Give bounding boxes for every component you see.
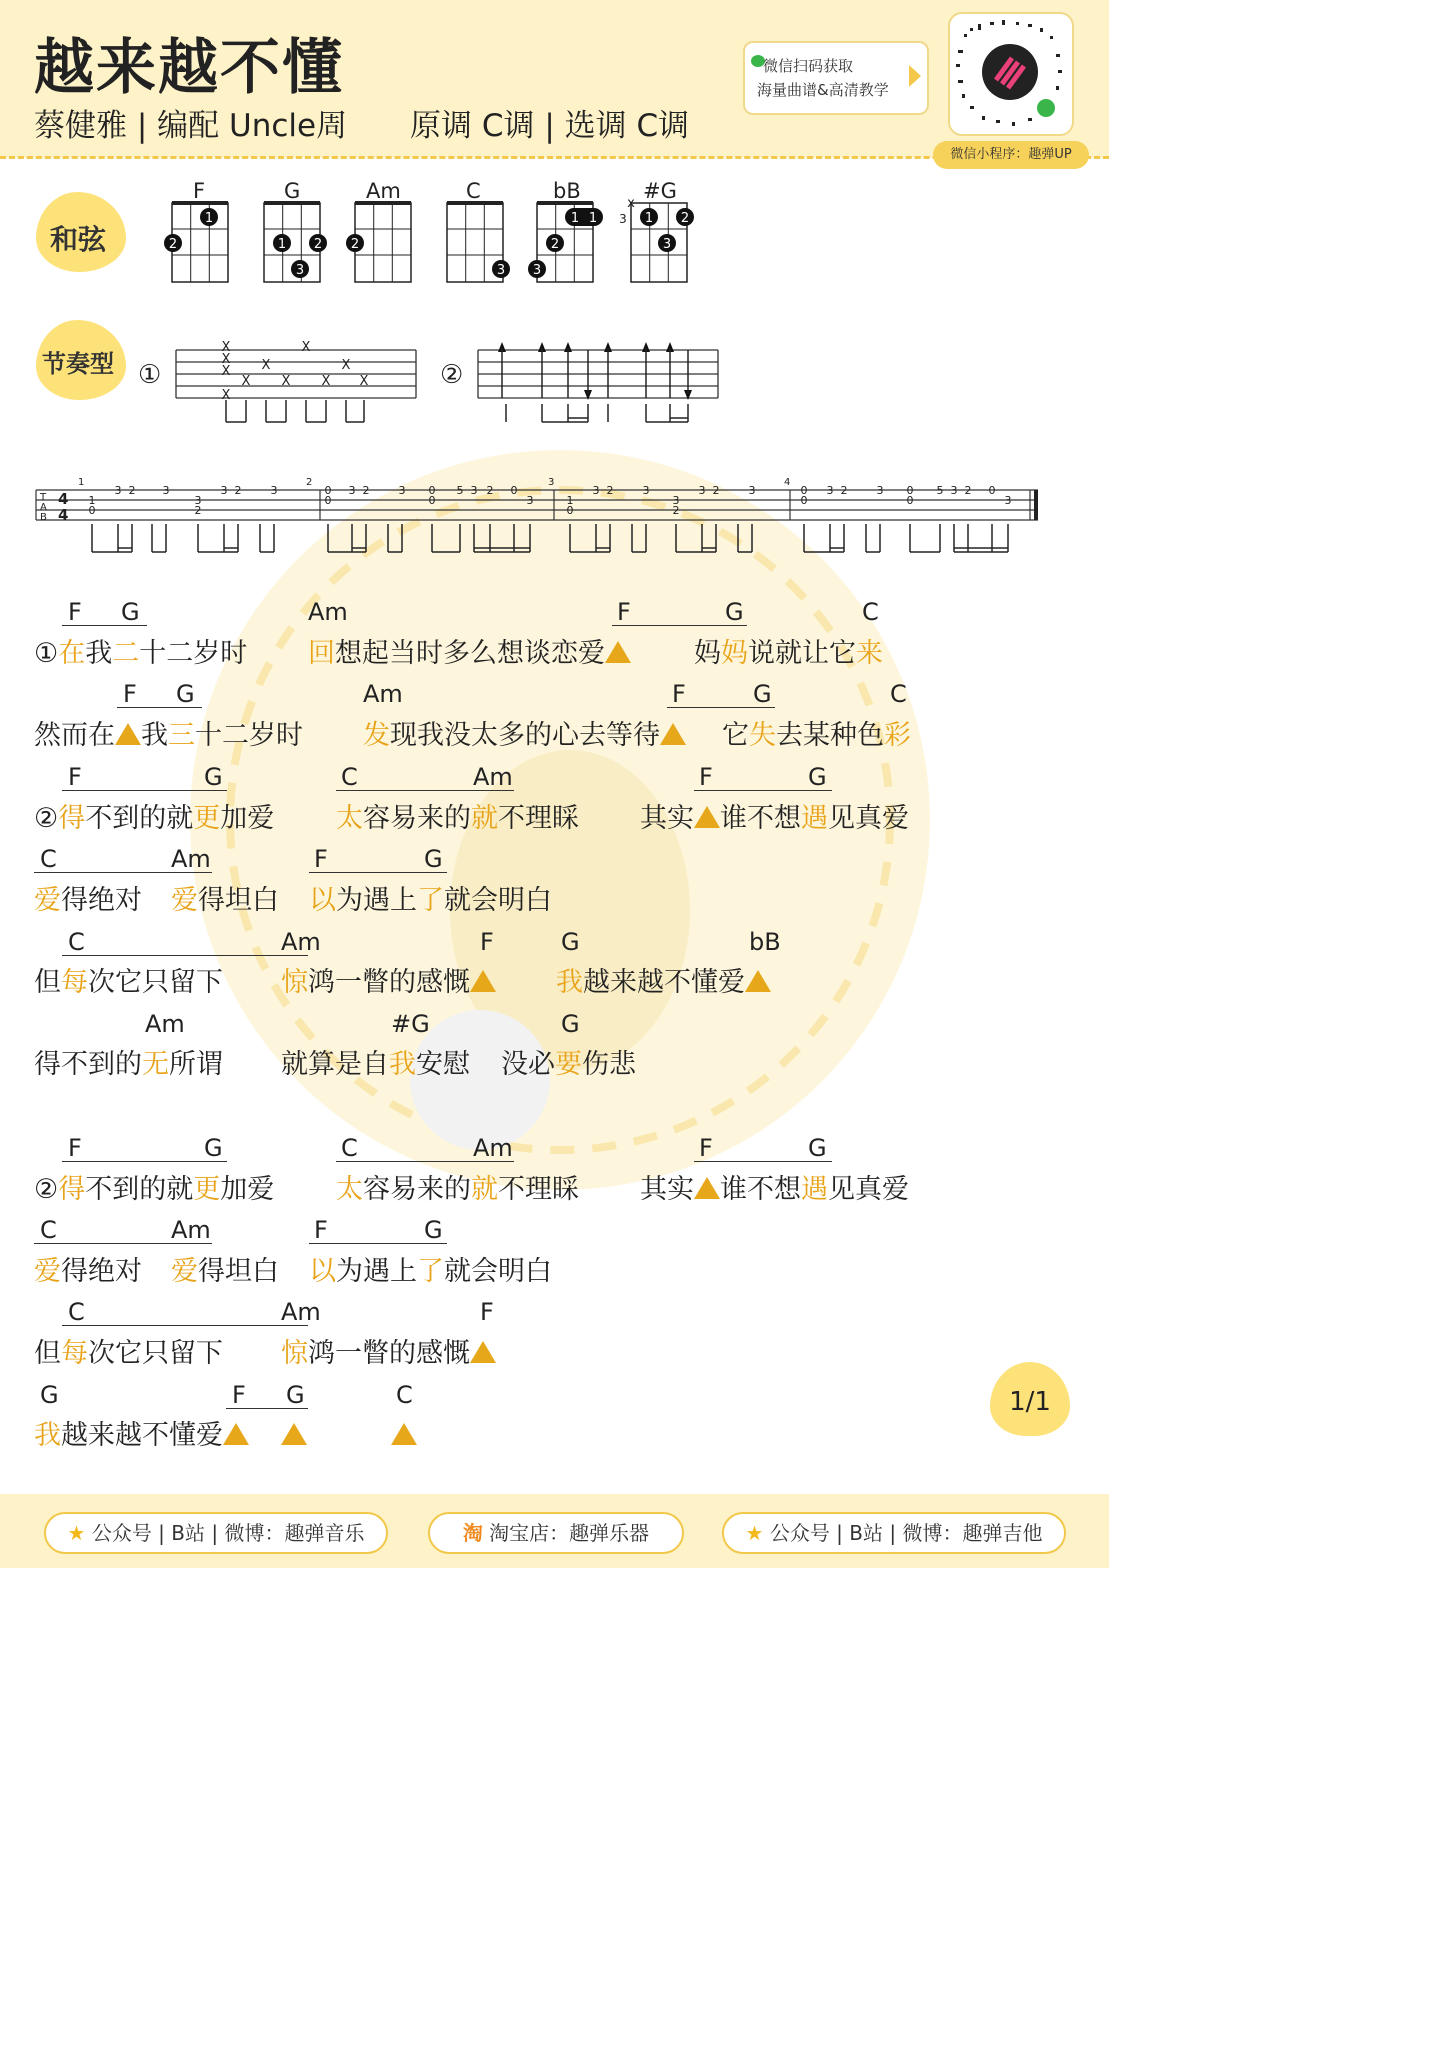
chord-label: F (123, 680, 137, 708)
strum-triangle-icon (694, 1177, 720, 1199)
svg-text:3: 3 (1004, 494, 1012, 507)
svg-text:B: B (40, 512, 47, 523)
svg-text:0: 0 (324, 484, 332, 497)
svg-text:3: 3 (295, 263, 305, 278)
strum-triangle-icon (694, 806, 720, 828)
svg-text:3: 3 (470, 484, 478, 497)
lyric-line: 爱得绝对 (34, 1256, 142, 1287)
chord-label: G (40, 1381, 59, 1409)
lyric-line: 发现我没太多的心去等待 (363, 722, 686, 749)
svg-text:0: 0 (800, 484, 808, 497)
strum-triangle-icon (281, 1423, 307, 1445)
svg-text:3: 3 (398, 484, 406, 497)
lyric-line (281, 1422, 307, 1449)
lyric-line: 以为遇上了就会明白 (309, 885, 552, 916)
chord-label: F (232, 1381, 246, 1409)
svg-text:0: 0 (566, 504, 574, 517)
chord-name: Am (366, 179, 401, 203)
star-icon: ★ (67, 1521, 86, 1545)
svg-text:X: X (321, 374, 331, 389)
svg-text:3: 3 (114, 484, 122, 497)
svg-text:2: 2 (350, 237, 360, 252)
svg-text:3: 3 (496, 263, 506, 278)
chord-label: G (176, 680, 195, 708)
chord-label: G (561, 928, 580, 956)
chord-label: F (617, 598, 631, 626)
svg-text:2: 2 (712, 484, 720, 497)
chord-label: Am (473, 763, 513, 791)
lyric-line: 就算是自我安慰 (281, 1049, 470, 1080)
lyric-line: 我越来越不懂爱 (34, 1422, 249, 1449)
lyric-line: 惊鸿一瞥的感慨 (281, 969, 496, 996)
svg-text:3: 3 (876, 484, 884, 497)
chord-label: G (424, 1216, 443, 1244)
chord-underline (309, 872, 447, 873)
lyric-line: 我越来越不懂爱 (556, 969, 771, 996)
chord-underline (117, 707, 202, 708)
chord-label: F (480, 928, 494, 956)
chord-label: G (725, 598, 744, 626)
strum-triangle-icon (470, 970, 496, 992)
strum-triangle-icon (391, 1423, 417, 1445)
svg-text:3: 3 (619, 212, 627, 226)
svg-text:A: A (40, 502, 47, 513)
svg-text:T: T (40, 492, 47, 503)
svg-text:X: X (301, 340, 311, 355)
svg-text:0: 0 (906, 484, 914, 497)
chord-label: F (314, 1216, 328, 1244)
svg-text:x: x (627, 196, 635, 211)
svg-text:2: 2 (840, 484, 848, 497)
chord-underline (62, 955, 308, 956)
svg-text:0: 0 (88, 504, 96, 517)
chord-label: F (68, 598, 82, 626)
svg-text:3: 3 (548, 477, 555, 488)
footer-taobao-text: 淘宝店：趣弹乐器 (489, 1521, 650, 1545)
chord-name: F (193, 179, 206, 203)
chord-label: G (286, 1381, 305, 1409)
svg-text:0: 0 (324, 494, 332, 507)
lyric-line: 惊鸿一瞥的感慨 (281, 1340, 496, 1367)
chord-label: C (341, 1134, 358, 1162)
strum-triangle-icon (470, 1341, 496, 1363)
svg-text:X: X (221, 340, 231, 355)
chord-underline (62, 625, 147, 626)
lyric-line: ②得不到的就更加爱 (34, 803, 275, 834)
star-icon: ★ (745, 1521, 764, 1545)
lyric-line: 但每次它只留下 (34, 967, 223, 998)
svg-text:2: 2 (234, 484, 242, 497)
svg-text:X: X (221, 364, 231, 379)
chord-underline (309, 1243, 447, 1244)
chord-underline (62, 1325, 308, 1326)
svg-text:3: 3 (162, 484, 170, 497)
lyric-line: 然而在 我三十二岁时 (34, 720, 303, 751)
svg-text:X: X (221, 388, 231, 403)
svg-text:3: 3 (270, 484, 278, 497)
svg-text:1: 1 (566, 494, 574, 507)
chord-label: G (204, 1134, 223, 1162)
strum-triangle-icon (223, 1423, 249, 1445)
svg-text:0: 0 (428, 494, 436, 507)
lyric-line: 它失去某种色彩 (722, 720, 911, 751)
chord-name: C (466, 179, 481, 203)
svg-text:3: 3 (698, 484, 706, 497)
artist-arranger: 蔡健雅 | 编配 Uncle周 (34, 108, 348, 144)
lyric-line: 回想起当时多么想谈恋爱 (308, 640, 631, 667)
chord-label: C (890, 680, 907, 708)
chord-underline (694, 1161, 832, 1162)
chord-underline (62, 790, 227, 791)
svg-text:X: X (341, 358, 351, 373)
svg-text:X: X (261, 358, 271, 373)
chord-label: G (424, 845, 443, 873)
chord-label: G (808, 763, 827, 791)
page-number: 1/1 (990, 1362, 1070, 1436)
svg-text:2: 2 (306, 477, 313, 488)
chord-underline (336, 1161, 514, 1162)
promo-line-2: 海量曲谱&高清教学 (757, 81, 889, 99)
chord-label: F (68, 763, 82, 791)
chord-label: C (40, 1216, 57, 1244)
svg-text:1: 1 (570, 211, 580, 226)
lyric-line: 其实 谁不想遇见真爱 (640, 803, 909, 834)
svg-text:0: 0 (428, 484, 436, 497)
chord-underline (34, 872, 212, 873)
svg-text:2: 2 (672, 504, 680, 517)
svg-text:1: 1 (644, 211, 654, 226)
footer-social-guitar[interactable] (722, 1512, 1066, 1554)
chord-underline (612, 625, 747, 626)
chord-label: F (480, 1298, 494, 1326)
svg-text:3: 3 (348, 484, 356, 497)
svg-text:3: 3 (826, 484, 834, 497)
lyric-line: 爱得坦白 (171, 1256, 279, 1287)
svg-text:1: 1 (277, 237, 287, 252)
chord-label: C (68, 1298, 85, 1326)
svg-text:X: X (359, 374, 369, 389)
svg-text:3: 3 (672, 494, 680, 507)
chord-label: C (396, 1381, 413, 1409)
lyric-line: 太容易来的就不理睬 (336, 803, 579, 834)
svg-text:2: 2 (168, 237, 178, 252)
strum-triangle-icon (660, 723, 686, 745)
time-sig-bottom: 4 (58, 506, 69, 524)
svg-text:X: X (221, 352, 231, 367)
svg-text:3: 3 (526, 494, 534, 507)
chord-label: C (341, 763, 358, 791)
chord-label: G (204, 763, 223, 791)
svg-text:3: 3 (220, 484, 228, 497)
svg-text:0: 0 (510, 484, 518, 497)
footer-social-guitar-text: 公众号 | B站 | 微博：趣弹吉他 (769, 1521, 1043, 1545)
chord-name: bB (553, 179, 581, 203)
lyric-line (391, 1422, 417, 1449)
chord-label: C (862, 598, 879, 626)
lyric-line: 妈妈说就让它来 (694, 638, 883, 669)
chord-label: Am (145, 1010, 185, 1038)
chord-name: G (284, 179, 301, 203)
chord-underline (34, 1243, 212, 1244)
chord-label: Am (281, 1298, 321, 1326)
lyric-line: 太容易来的就不理睬 (336, 1174, 579, 1205)
svg-text:1: 1 (88, 494, 96, 507)
strum-triangle-icon (605, 641, 631, 663)
rhythm-label: 节奏型 (42, 350, 114, 378)
key-info: 原调 C调 | 选调 C调 (410, 108, 690, 144)
svg-text:2: 2 (194, 504, 202, 517)
chord-label: #G (391, 1010, 430, 1038)
svg-text:3: 3 (748, 484, 756, 497)
strum-triangle-icon (115, 723, 141, 745)
chord-label: G (561, 1010, 580, 1038)
lyric-line: 爱得绝对 (34, 885, 142, 916)
chord-underline (226, 1408, 308, 1409)
chord-label: G (121, 598, 140, 626)
chord-label: F (699, 763, 713, 791)
svg-text:0: 0 (988, 484, 996, 497)
chord-label: G (753, 680, 772, 708)
svg-text:5: 5 (936, 484, 944, 497)
song-title: 越来越不懂 (34, 33, 344, 103)
svg-text:3: 3 (194, 494, 202, 507)
chord-underline (62, 1161, 227, 1162)
chord-label: C (40, 845, 57, 873)
mini-program-label: 微信小程序：趣弹UP (933, 141, 1089, 169)
svg-text:1: 1 (588, 211, 598, 226)
taobao-icon: 淘 (462, 1521, 483, 1545)
rhythm-number: ① (138, 360, 162, 390)
lyric-line: 其实 谁不想遇见真爱 (640, 1174, 909, 1205)
lyric-line: ①在我二十二岁时 (34, 638, 248, 669)
svg-text:2: 2 (128, 484, 136, 497)
svg-text:0: 0 (906, 494, 914, 507)
lyric-line: 以为遇上了就会明白 (309, 1256, 552, 1287)
svg-text:3: 3 (950, 484, 958, 497)
chord-label: F (672, 680, 686, 708)
chord-label: bB (749, 928, 781, 956)
chord-underline (336, 790, 514, 791)
svg-text:1: 1 (78, 477, 85, 488)
rhythm-number: ② (440, 360, 464, 390)
svg-text:2: 2 (550, 237, 560, 252)
chord-label: F (699, 1134, 713, 1162)
promo-line-1: 微信扫码获取 (763, 57, 854, 75)
chord-label: F (314, 845, 328, 873)
svg-text:3: 3 (662, 237, 672, 252)
svg-text:2: 2 (680, 211, 690, 226)
time-sig-top: 4 (58, 490, 69, 508)
chord-label: C (68, 928, 85, 956)
chord-underline (667, 707, 775, 708)
lyric-line: 爱得坦白 (171, 885, 279, 916)
chord-label: Am (363, 680, 403, 708)
chords-label: 和弦 (50, 223, 107, 256)
svg-text:4: 4 (784, 477, 791, 488)
svg-text:2: 2 (606, 484, 614, 497)
chord-label: Am (171, 845, 211, 873)
strum-triangle-icon (745, 970, 771, 992)
svg-text:3: 3 (592, 484, 600, 497)
svg-text:2: 2 (313, 237, 323, 252)
chord-label: Am (473, 1134, 513, 1162)
svg-text:2: 2 (486, 484, 494, 497)
svg-text:2: 2 (964, 484, 972, 497)
footer-taobao[interactable] (428, 1512, 684, 1554)
chord-label: F (68, 1134, 82, 1162)
footer-social-music-text: 公众号 | B站 | 微博：趣弹音乐 (91, 1521, 365, 1545)
svg-text:3: 3 (642, 484, 650, 497)
lyric-line: 没必要伤悲 (501, 1049, 636, 1080)
chord-name: #G (643, 179, 677, 203)
chord-label: Am (171, 1216, 211, 1244)
chord-label: Am (308, 598, 348, 626)
svg-text:X: X (241, 374, 251, 389)
chord-underline (694, 790, 832, 791)
svg-text:0: 0 (800, 494, 808, 507)
footer-social-music[interactable] (44, 1512, 388, 1554)
chord-label: Am (281, 928, 321, 956)
svg-text:X: X (281, 374, 291, 389)
svg-text:2: 2 (362, 484, 370, 497)
chord-label: G (808, 1134, 827, 1162)
svg-text:1: 1 (204, 211, 214, 226)
lyric-line: ②得不到的就更加爱 (34, 1174, 275, 1205)
lyric-line: 但每次它只留下 (34, 1338, 223, 1369)
svg-text:5: 5 (456, 484, 464, 497)
svg-text:3: 3 (532, 263, 542, 278)
lyric-line: 得不到的无所谓 (34, 1049, 223, 1080)
